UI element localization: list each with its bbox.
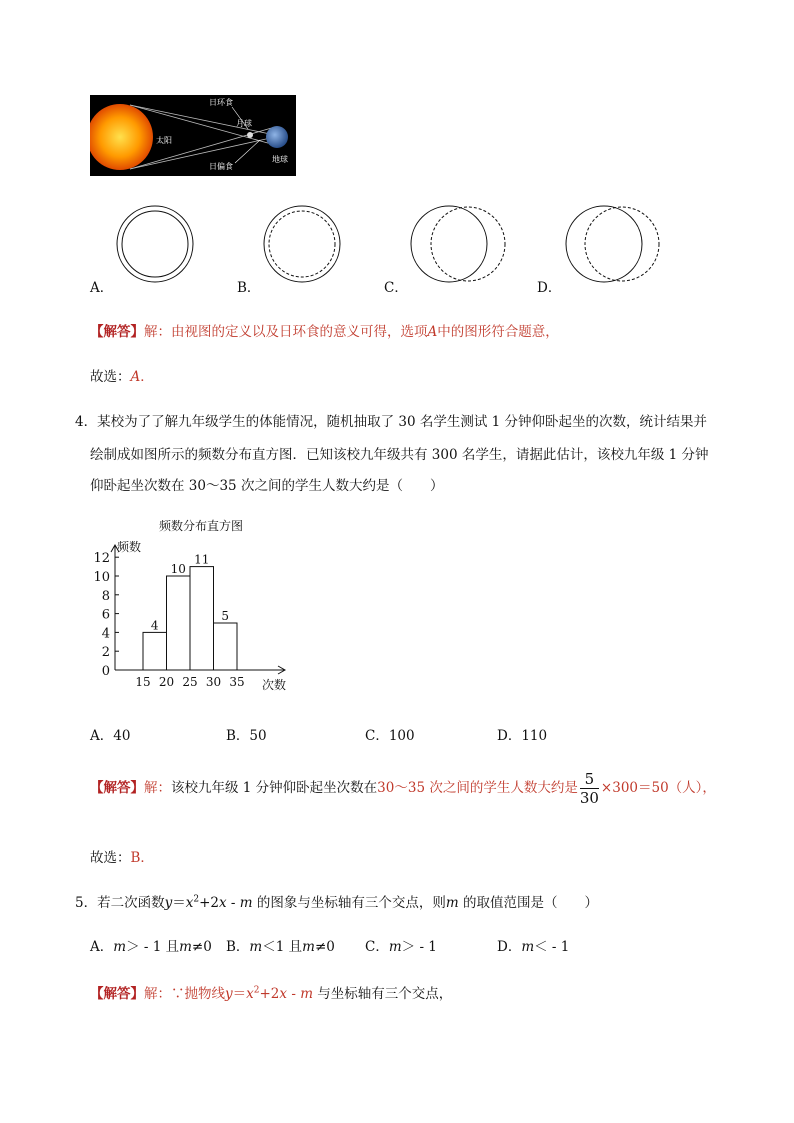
y-tick-label: 8 bbox=[101, 588, 110, 604]
x-tick-label: 20 bbox=[158, 675, 175, 689]
y-tick-label: 6 bbox=[101, 607, 110, 623]
y-tick-label: 10 bbox=[93, 570, 110, 585]
q4-line-2: 绘制成如图所示的频数分布直方图．已知该校九年级共有 300 名学生，请据此估计，该校九年级 1 分钟 bbox=[90, 447, 709, 463]
bar-value-label: 11 bbox=[194, 552, 210, 567]
bar-value-label: 10 bbox=[170, 562, 186, 576]
q5-option-b: B．m＜1 且m≠0 bbox=[226, 939, 335, 955]
q4-choose: 故选：B． bbox=[90, 850, 154, 866]
moon-shape bbox=[247, 132, 253, 138]
chart-ylabel: 频数 bbox=[117, 540, 142, 554]
y-tick-label: 4 bbox=[101, 626, 110, 642]
earth-shape bbox=[266, 126, 288, 148]
label-moon: 月球 bbox=[236, 119, 252, 128]
label-annular: 日环食 bbox=[209, 98, 233, 107]
q5-option-a: A．m＞ - 1 且m≠0 bbox=[90, 939, 212, 955]
y-tick-label: 2 bbox=[101, 645, 110, 661]
y-tick-label: 0 bbox=[101, 664, 110, 679]
fraction: $\frac{5}{30}$ bbox=[579, 770, 599, 807]
option-figure-b bbox=[263, 205, 343, 285]
option-figure-c bbox=[410, 205, 510, 285]
label-sun: 太阳 bbox=[156, 136, 172, 145]
q4-option-b: B．50 bbox=[226, 728, 267, 744]
x-tick-label: 25 bbox=[182, 675, 198, 689]
q3-answer: 【解答】解：由视图的定义以及日环食的意义可得，选项A中的图形符合题意， bbox=[90, 324, 559, 340]
histogram-bar bbox=[167, 576, 191, 670]
label-partial: 日偏食 bbox=[209, 162, 233, 171]
q4-answer: 【解答】解：该校九年级 1 分钟仰卧起坐次数在30～35 次之间的学生人数大约是 $\frac{5}{30}$ ×300＝50（人）， bbox=[90, 770, 716, 807]
answer-tag: 【解答】 bbox=[90, 780, 144, 796]
answer-tag: 【解答】 bbox=[90, 324, 144, 340]
option-figure-d bbox=[565, 205, 665, 285]
option-figure-a bbox=[116, 205, 196, 285]
x-tick-label: 35 bbox=[229, 675, 245, 689]
q5-answer: 【解答】解：∵抛物线$y=x^2+2x - m$ 与坐标轴有三个交点， bbox=[90, 985, 453, 1002]
q5-option-c: C．m＞ - 1 bbox=[365, 939, 437, 955]
q3-choose: 故选：A． bbox=[90, 369, 154, 385]
q4-line-1: 4．某校为了了解九年级学生的体能情况，随机抽取了 30 名学生测试 1 分钟仰卧起坐的次数，统计结果并 bbox=[75, 414, 708, 430]
q3-option-d: D． bbox=[537, 280, 562, 296]
x-tick-label: 30 bbox=[205, 675, 222, 689]
eclipse-figure bbox=[90, 95, 296, 176]
q5-option-d: D．m＜ - 1 bbox=[497, 939, 570, 955]
q3-option-b: B． bbox=[237, 280, 261, 296]
sun-shape bbox=[90, 104, 153, 170]
bar-value-label: 5 bbox=[221, 609, 230, 623]
y-tick-label: 12 bbox=[93, 551, 110, 567]
q5-question: 5．若二次函数$y=x^2+2x - m$ 的图象与坐标轴有三个交点，则m 的取值范围是（ ） bbox=[75, 894, 598, 911]
label-earth: 地球 bbox=[272, 155, 288, 164]
histogram-chart bbox=[85, 510, 315, 695]
q4-option-a: A．40 bbox=[90, 728, 131, 744]
bar-value-label: 4 bbox=[150, 618, 159, 633]
answer-tag: 【解答】 bbox=[90, 986, 144, 1002]
q4-option-c: C．100 bbox=[365, 728, 415, 744]
chart-xlabel: 次数 bbox=[262, 678, 287, 692]
q4-option-d: D．110 bbox=[497, 728, 548, 744]
q4-line-3: 仰卧起坐次数在 30～35 次之间的学生人数大约是（ ） bbox=[90, 478, 444, 494]
histogram-bar bbox=[214, 623, 238, 670]
histogram-bar bbox=[143, 632, 167, 670]
q3-option-c: C． bbox=[384, 280, 408, 296]
x-tick-label: 15 bbox=[135, 675, 151, 689]
histogram-bar bbox=[190, 567, 214, 670]
chart-title: 频数分布直方图 bbox=[159, 519, 244, 533]
q3-option-a: A． bbox=[90, 280, 114, 296]
